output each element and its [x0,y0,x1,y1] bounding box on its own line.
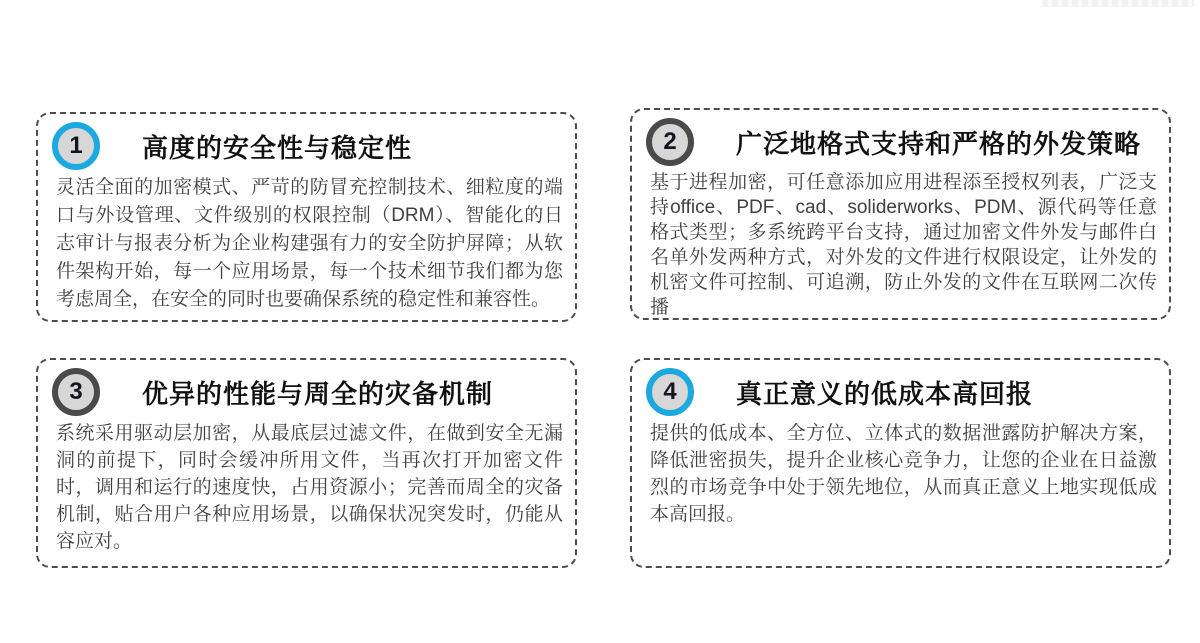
number-badge-3 [52,368,100,416]
number-badge-4 [646,368,694,416]
card-header [52,122,565,170]
card-body-3: 系统采用驱动层加密，从最底层过滤文件，在做到安全无漏洞的前提下，同时会缓冲所用文件，当再次打开加密文件时，调用和运行的速度快，占用资源小；完善而周全的灾备机制，贴合用户各种应用场景，以确保状况突发时，仍能从容应对。 [56,423,563,552]
badge-number: 1 [69,132,83,159]
number-badge-1 [52,122,100,170]
card-header [646,368,1159,416]
card-title-2: 广泛地格式支持和严格的外发策略 [736,128,1142,159]
card-body-2: 基于进程加密，可任意添加应用进程添至授权列表，广泛支持office、PDF、cad、soliderworks、PDM、源代码等任意格式类型；多系统跨平台支持，通过加密文件外发与邮件白名单外发两种方式，对外发的文件进行权限设定，让外发的机密文件可控制、可追溯，防止外发的文件在互联网二次传播 [650,172,1157,318]
card-title-4: 真正意义的低成本高回报 [736,378,1034,409]
card-body-4: 提供的低成本、全方位、立体式的数据泄露防护解决方案，降低泄密损失，提升企业核心竞争力，让您的企业在日益激烈的市场竞争中处于领先地位，从而真正意义上地实现低成本高回报。 [650,423,1157,525]
feature-card-2 [630,108,1171,320]
badge-number: 3 [69,378,83,405]
badge-number: 4 [663,378,677,405]
card-title-1: 高度的安全性与稳定性 [142,132,413,163]
feature-card-4 [630,358,1171,568]
watermark-strip [1042,0,1194,7]
feature-card-1 [36,112,577,322]
badge-number: 2 [663,128,677,155]
feature-card-3 [36,358,577,568]
card-header [646,118,1159,166]
card-title-3: 优异的性能与周全的灾备机制 [142,378,494,409]
number-badge-2 [646,118,694,166]
card-header [52,368,565,416]
card-body-1: 灵活全面的加密模式、严苛的防冒充控制技术、细粒度的端口与外设管理、文件级别的权限控制（DRM）、智能化的日志审计与报表分析为企业构建强有力的安全防护屏障；从软件架构开始，每一个应用场景，每一个技术细节我们都为您考虑周全，在安全的同时也要确保系统的稳定性和兼容性。 [56,177,563,310]
